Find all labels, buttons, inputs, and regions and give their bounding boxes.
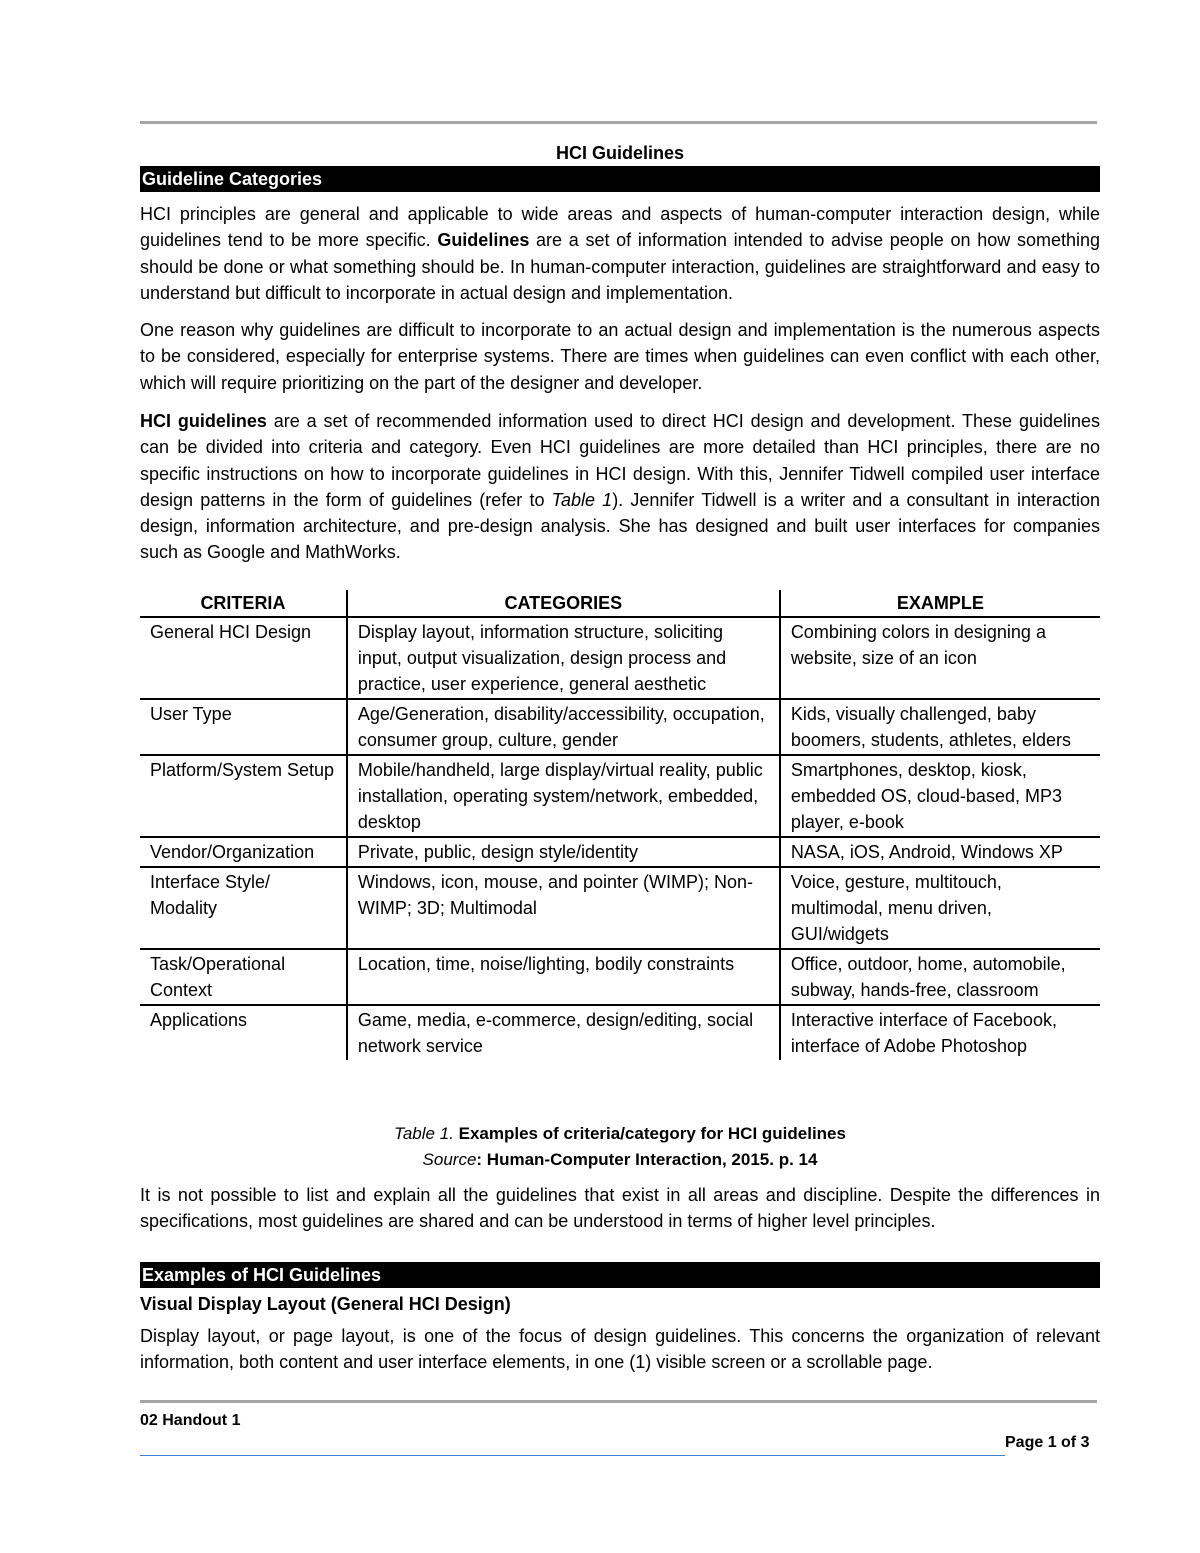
table-cell-example: Interactive interface of Facebook, interface of Adobe Photoshop [790, 1010, 1057, 1056]
table-row [140, 617, 1100, 699]
paragraph-reason: One reason why guidelines are difficult to incorporate to an actual design and implementation is the numerous aspects to be considered, especially for enterprise systems. There are times when guidelines can even conflict with each other, which will require prioritizing on the part of the designer and developer. [140, 320, 1100, 393]
paragraph-not-possible: It is not possible to list and explain all the guidelines that exist in all areas and discipline. Despite the differences in specifications, most guidelines are shared and can be understood in terms of higher level principles. [140, 1185, 1100, 1232]
paragraph-display-layout: Display layout, or page layout, is one of the focus of design guidelines. This concerns the organization of relevant information, both content and user interface elements, in one (1) visible screen or a scrollable page. [140, 1326, 1100, 1373]
table-cell-categories: Mobile/handheld, large display/virtual reality, public installation, operating system/network, embedded, desktop [347, 755, 780, 837]
table-cell-categories: Display layout, information structure, soliciting input, output visualization, design process and practice, user experience, general aesthetic [347, 617, 780, 699]
table-cell-criteria: Vendor/Organization [140, 837, 347, 867]
footer-handout-label: 02 Handout 1 [140, 1412, 241, 1429]
table-cell-example: Combining colors in designing a website, size of an icon [780, 617, 1100, 699]
table-cell-criteria: General HCI Design [140, 617, 347, 699]
table-row [140, 755, 1100, 837]
footer-page-number: Page 1 of 3 [1005, 1434, 1090, 1451]
table-cell-example: NASA, iOS, Android, Windows XP [780, 837, 1100, 867]
table-cell-example: Smartphones, desktop, kiosk, embedded OS, cloud-based, MP3 player, e-book [780, 755, 1100, 837]
table-caption-title: Table 1. Examples of criteria/category for HCI guidelines [394, 1124, 846, 1143]
document-title: HCI Guidelines [555, 143, 685, 163]
table-cell-criteria: Applications [140, 1005, 347, 1060]
table-header-example: EXAMPLE [780, 590, 1100, 617]
table-cell-categories: Windows, icon, mouse, and pointer (WIMP); Non-WIMP; 3D; Multimodal [347, 867, 780, 949]
section-heading-guideline-categories: Guideline Categories [140, 166, 1100, 192]
table-cell-criteria: Task/Operational Context [140, 949, 347, 1005]
table-cell-categories: Private, public, design style/identity [347, 837, 780, 867]
table-cell-criteria: Platform/System Setup [140, 755, 347, 837]
table-cell-example: Voice, gesture, multitouch, multimodal, menu driven, GUI/widgets [780, 867, 1100, 949]
table-header-criteria: CRITERIA [140, 590, 347, 617]
footer-underline [140, 1455, 1005, 1456]
table-caption [140, 1121, 1100, 1173]
table-row [140, 867, 1100, 949]
paragraph-intro: HCI principles are general and applicable to wide areas and aspects of human-computer interaction design, while guidelines tend to be more specific. Guidelines are a set of information intended to advise people on how something should be done or what something should be. In human-computer interaction, guidelines are straightforward and easy to understand but difficult to incorporate in actual design and implementation. [140, 204, 1100, 303]
footer-rule [140, 1400, 1097, 1403]
table-cell-example: Office, outdoor, home, automobile, subway, hands-free, classroom [780, 949, 1100, 1005]
table-cell-criteria: Interface Style/ Modality [140, 867, 347, 949]
paragraph-hci-guidelines: HCI guidelines are a set of recommended information used to direct HCI design and development. These guidelines can be divided into criteria and category. Even HCI guidelines are more detailed than HCI principles, there are no specific instructions on how to incorporate guidelines in HCI design. With this, Jennifer Tidwell compiled user interface design patterns in the form of guidelines (refer to Table 1). Jennifer Tidwell is a writer and a consultant in interaction design, information architecture, and pre-design analysis. She has designed and built user interfaces for companies such as Google and MathWorks. [140, 411, 1100, 563]
table-cell-categories: Age/Generation, disability/accessibility, occupation, consumer group, culture, gender [347, 699, 780, 755]
table-row [140, 699, 1100, 755]
table-caption-source: Source: Human-Computer Interaction, 2015. p. 14 [422, 1150, 818, 1169]
table-row [140, 837, 1100, 867]
table-header-row [140, 590, 1100, 617]
header-rule [140, 121, 1097, 124]
table-cell-categories: Game, media, e-commerce, design/editing, social network service [347, 1005, 780, 1060]
criteria-table [140, 590, 1100, 1060]
table-header-categories: CATEGORIES [347, 590, 780, 617]
table-row [140, 949, 1100, 1005]
table-cell-criteria: User Type [140, 699, 347, 755]
table-row [140, 1005, 1100, 1060]
section-heading-examples: Examples of HCI Guidelines [140, 1262, 1100, 1288]
table-cell-example: Kids, visually challenged, baby boomers, students, athletes, elders [780, 699, 1100, 755]
subheading-visual-display-layout: Visual Display Layout (General HCI Design) [140, 1294, 511, 1314]
table-cell-categories: Location, time, noise/lighting, bodily constraints [347, 949, 780, 1005]
